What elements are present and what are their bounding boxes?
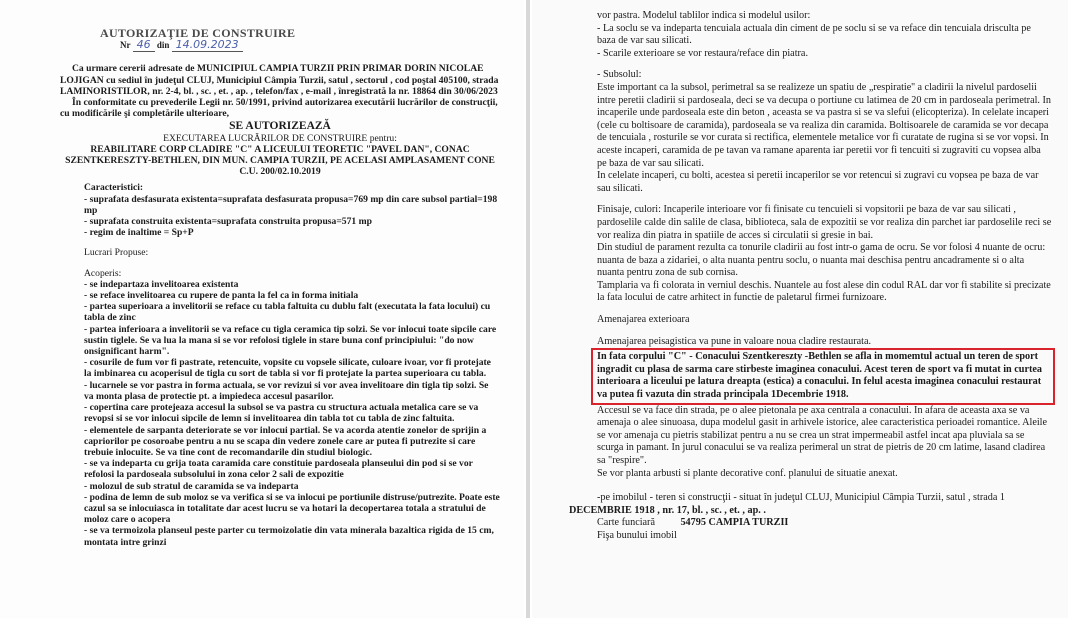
page-divider bbox=[526, 0, 530, 618]
finisaje-paragraph: Finisaje, culori: Incaperile interioare vor fi finisate cu tencuieli si vopsitorii pe baza de var sau silicati , pardoselile calde din salile de clasa, biblioteca, sala de expozitii se vor realiza din parchet iar pardoselile reci se vor realiza din piatra in spatiile de acces si circulatii si gresie in bai. bbox=[597, 204, 1052, 241]
din-label: din bbox=[156, 40, 170, 51]
amenajarea-heading: Amenajarea exterioara bbox=[597, 314, 690, 326]
intro-paragraph: Ca urmare cererii adresate de MUNICIPIUL CAMPIA TURZII PRIN PRIMAR DORIN NICOLAE LOJIGAN cu sediul în judeţul CLUJ, Municipiul Câmpia Turzii, satul , sectorul , cod poştal 405100, strada LAMINORISTILOR, nr. 2-4, bl. , sc. , et. , ap. , telefon/fax , e-mail , înregistrată la nr. 18864 din 30/06/2023 bbox=[60, 63, 499, 97]
scarile-paragraph: - Scarile exterioare se vor restaura/reface din piatra. bbox=[597, 47, 808, 59]
authorization-number-line bbox=[120, 39, 500, 51]
nr-prefix: Nr bbox=[120, 40, 131, 51]
subsol-heading: - Subsolul: bbox=[597, 69, 642, 81]
list-item: - cosurile de fum vor fi pastrate, retencuite, vopsite cu vopsele silicate, culoare ivoar, vor fi protejate la imbinarea cu acoperisul de tigla cu sort de tabla si vor fi protejate la partea superioara cu tabla. bbox=[84, 357, 491, 380]
left-page-content bbox=[60, 28, 500, 548]
highlighted-paragraph: In fata corpului "C" - Conacului Szentkereszty -Bethlen se afla in momemtul actual un teren de sport ingradit cu plasa de sarma care stirbeste imaginea conacului. Acest teren de sport va fi mutat in curtea interioara a liceului pe latura dreapta (estica) a conacului. In felul acesta imaginea conacului restaurat va putea fi vazuta din strada principala 1Decembrie 1918. bbox=[591, 348, 1055, 404]
carte-funciara-value: 54795 CAMPIA TURZII bbox=[680, 517, 789, 529]
list-item: - partea superioara a invelitorii se reface cu tabla faltuita cu dublu falt (executata la fata locului) cu tabla de zinc bbox=[84, 301, 491, 324]
subsol-paragraph: Este important ca la subsol, perimetral sa se realizeze un spatiu de „respiratie'' a cladirii la nivelul pardoselii intre peretii cladirii si pardoseala, deci se va decupa o portiune cu latimea de 20 cm in pardoseala perimetral. In incaperile unde pardoseala este din beton , aceasta se va pastra si se va slefui (elicopteriza). In celelate incaperi (cele cu boltisoare de caramida), pardoseala se va realiza din caramida. Boltisoarele de caramida se vor decapa de tencuiala , rosturile se vor curata si rectifica, elementele metalice vor fi curatate de rugina si se vor vopsi. In aceste incaperi, caramida de pe tavan va ramane aparenta iar peretii vor fi tencuiti si zugraviti cu vopsea alba pe baza de var sau silicati. bbox=[597, 81, 1052, 169]
caracteristici-heading: Caracteristici: bbox=[84, 182, 144, 194]
se-autorizeaza-heading: SE AUTORIZEAZĂ bbox=[229, 120, 331, 133]
paramento-paragraph: Din studiul de parament rezulta ca tonurile cladirii au fost intr-o gama de ocru. Se vor folosi 4 nuante de ocru: nuanta de baza a zidariei, o alta nuanta pentru soclu, o nuanta mai deschisa pentru ancadramente si o alta nuanta pentru zona de sub cornisa. bbox=[597, 242, 1046, 279]
right-document-page bbox=[532, 0, 1068, 618]
planting-paragraph: Se vor planta arbusti si plante decorative conf. planului de situatie anexat. bbox=[597, 467, 898, 479]
executarea-line: EXECUTAREA LUCRĂRILOR DE CONSTRUIRE pentru: bbox=[163, 132, 397, 144]
list-item: - se indepartaza invelitoarea existenta bbox=[84, 278, 239, 290]
legal-basis-paragraph: În conformitate cu prevederile Legii nr. 50/1991, privind autorizarea executării lucrărilor de construcţii, cu modificările şi completările ulterioare, bbox=[60, 97, 498, 120]
carte-funciara-label: Carte funciară bbox=[597, 517, 655, 529]
document-title: AUTORIZAŢIE DE CONSTRUIRE bbox=[100, 26, 296, 40]
left-document-page bbox=[0, 0, 524, 618]
tamplaria-paragraph: Tamplaria va fi colorata in verniul deschis. Nuantele au fost alese din codul RAL dar vor fi stabilite si precizate la fata locului de catre arhitect in functie de paletarul firmei furnizoare. bbox=[597, 279, 1051, 304]
characteristic-item: - suprafata desfasurata existenta=suprafata desfasurata propusa=769 mp din care subsol partial=198 mp bbox=[84, 193, 498, 216]
list-item: - se va indeparta cu grija toata caramida care constituie pardoseala planseului din pod si se vor refolosi la pardoseala subsolului in zona celor 2 sali de expozitie bbox=[84, 458, 473, 481]
authorization-number: 46 bbox=[133, 38, 155, 52]
soclu-paragraph: - La soclu se va indeparta tencuiala actuala din ciment de pe soclu si se va reface din tencuiala drisculta pe baza de var sau silicati. bbox=[597, 22, 1031, 47]
acoperis-heading: Acoperis: bbox=[84, 267, 122, 279]
list-item: - copertina care protejeaza accesul la subsol se va pastra cu structura actuala metalica care se va revopsi si se vor inlocui sipcile de lemn si invelitoarea din tabla tot cu tabla de zinc faltuita. bbox=[84, 402, 479, 425]
list-item: - molozul de sub stratul de caramida se va indeparta bbox=[84, 480, 299, 492]
imobil-address-line: DECEMBRIE 1918 , nr. 17, bl. , sc. , et. , ap. . bbox=[569, 504, 766, 516]
fisa-bunului-line: Fişa bunului imobil bbox=[597, 529, 677, 541]
text-line: vor pastra. Modelul tablilor indica si modelul usilor: bbox=[597, 10, 811, 21]
amenajarea-paragraph: Amenajarea peisagistica va pune in valoare noua cladire restaurata. bbox=[597, 335, 872, 347]
subsol-paragraph-2: In celelate incaperi, cu bolti, acestea si peretii incaperilor se vor retencui si zugravi cu vopsea pe baza de var sau silicati. bbox=[597, 170, 1039, 194]
right-page-content bbox=[569, 10, 1052, 543]
list-item: - lucarnele se vor pastra in forma actuala, se vor revizui si vor avea invelitoare din tigla tip solzi. Se va monta plasa de protectie pt. a impiedeca accesul pasarilor. bbox=[84, 379, 489, 402]
authorization-date: 14.09.2023 bbox=[172, 38, 243, 52]
characteristic-item: - regim de inaltime = Sp+P bbox=[84, 227, 194, 239]
list-item: - se reface invelitoarea cu rupere de panta la fel ca in forma initiala bbox=[84, 290, 359, 302]
list-item: - podina de lemn de sub moloz se va verifica si se va inlocui pe portiunile distruse/putrezite. Poate este cazul sa se inlocuiasca in totalitate dar acest lucru se va hotari la decopertarea totala a stratului de moloz care o acopera bbox=[84, 491, 500, 526]
list-item: - elementele de sarpanta deteriorate se vor inlocui partial. Se va acorda atentie zonelor de sprijin a capriorilor pe cosoroabe pentru a nu se scapa din vedere zonele care ar putea fi putrezite si care trebuie inlocuite. Se va tine cont de recomandarile din studiul biologic. bbox=[84, 424, 487, 458]
imobil-line: -pe imobilul - teren si construcţii - situat în judeţul CLUJ, Municipiul Câmpia Turzii, satul , strada 1 bbox=[597, 492, 1006, 504]
lucrari-heading: Lucrari Propuse: bbox=[84, 247, 149, 259]
characteristic-item: - suprafata construita existenta=suprafata construita propusa=571 mp bbox=[84, 216, 372, 228]
project-title: REABILITARE CORP CLADIRE "C" A LICEULUI TEORETIC "PAVEL DAN", CONAC SZENTKERESZTY-BETHLEN, DIN MUN. CAMPIA TURZII, PE ACELASI AMPLASAMENT CONE C.U. 200/02.10.2019 bbox=[65, 143, 495, 178]
access-paragraph: Accesul se va face din strada, pe o alee pietonala pe axa centrala a conacului. In afara de aceasta axa se va amenaja o alee sinuoasa, dupa modelul gasit in arhivele istorice, alee caracteristica perioadei romantice. Aleile se vor amenaja cu pietris stabilizat pentru a nu se crea un strat impermeabil astfel incat apa pluviala sa se scurga in pamant. In jurul conacului se va realiza perimeral un strat de pietris de 20 cm latime, lasand cladirea sa "respire". bbox=[597, 404, 1048, 466]
carte-funciara-line bbox=[597, 517, 1052, 530]
list-item: - partea inferioara a invelitorii se va reface cu tigla ceramica tip solzi. Se vor inlocui toate sipcile care sustin tiglele. Se va lua la mana si se vor refolosi tiglele in stare buna conf principiului: "do now onsignificant harm". bbox=[84, 323, 497, 358]
list-item: - se va termoizola planseul peste parter cu termoizolatie din vata minerala bazaltica rigida de 15 cm, montata intre grinzi bbox=[84, 525, 494, 548]
